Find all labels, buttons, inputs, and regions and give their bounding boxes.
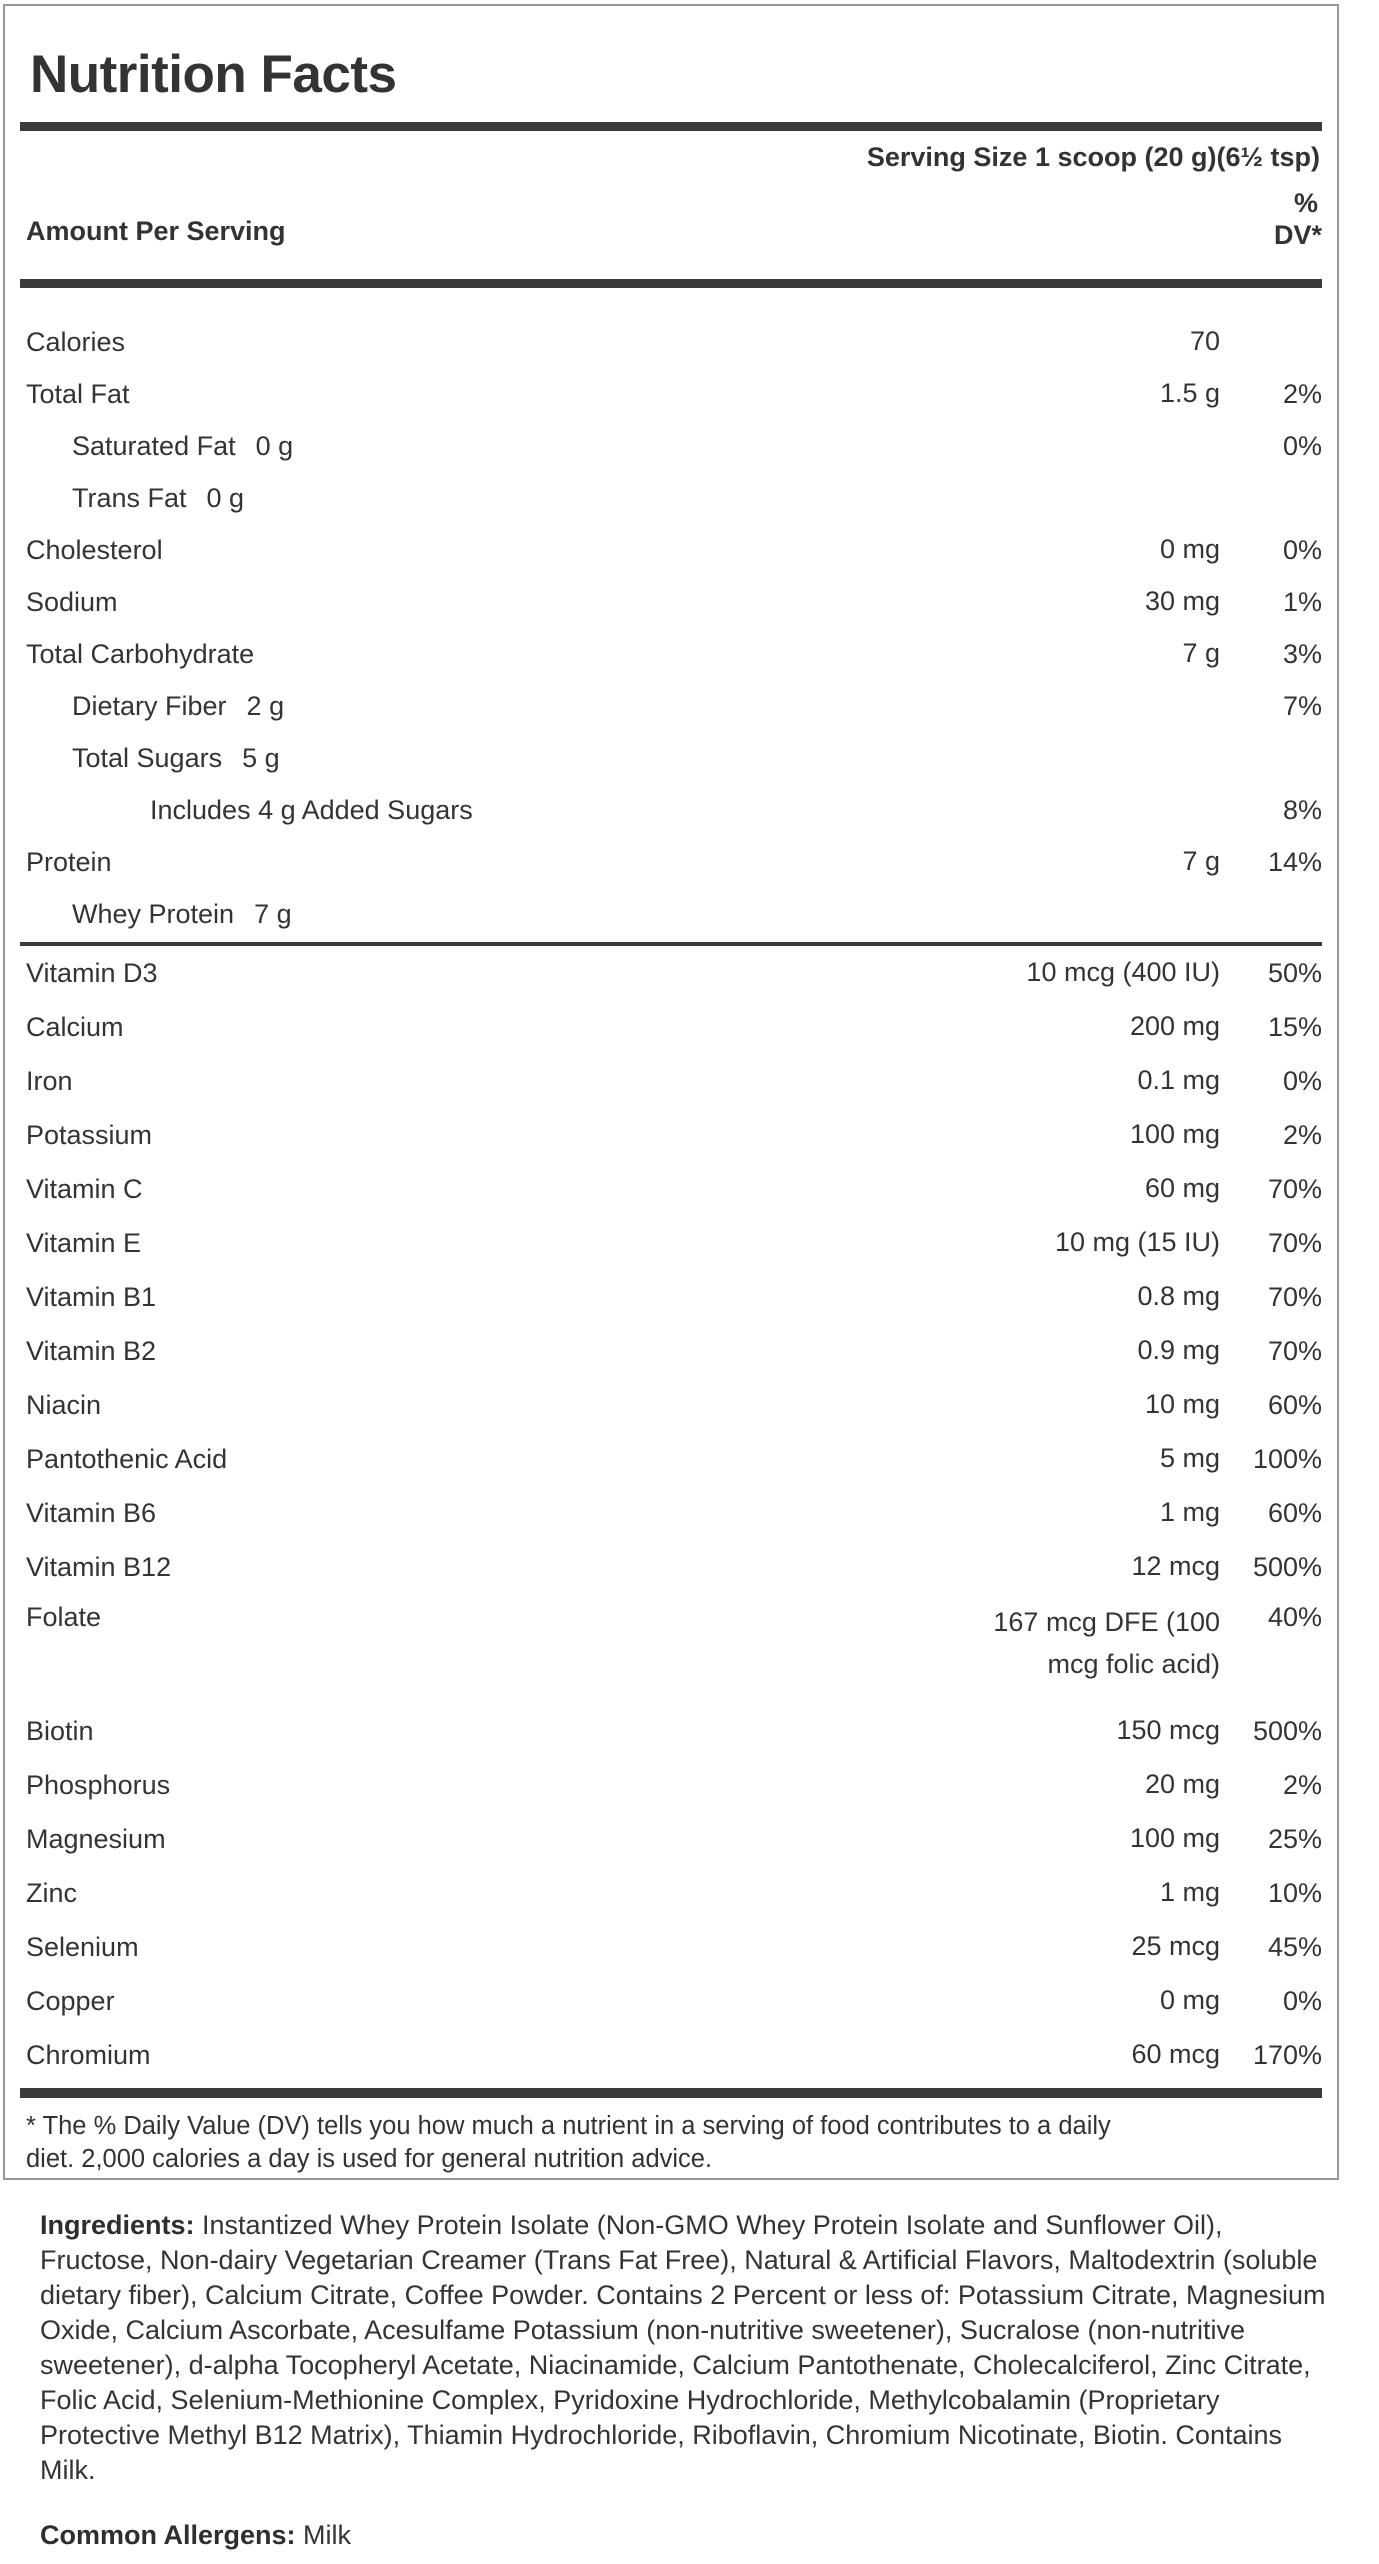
nutrient-amount: 30 mg <box>1144 586 1220 617</box>
nutrient-name: Folate <box>26 1602 102 1633</box>
ingredients-label: Ingredients: <box>40 2210 195 2241</box>
nutrient-amount: 5 mg <box>1159 1443 1220 1474</box>
nutrient-amount: 12 mcg <box>1131 1551 1220 1582</box>
nutrient-name: Phosphorus <box>26 1769 171 1800</box>
nutrient-row <box>20 1054 1322 1108</box>
nutrient-name: Total Sugars <box>72 742 223 773</box>
macro-rows <box>20 316 1322 940</box>
nutrient-name: Vitamin B1 <box>26 1281 157 1312</box>
allergens-value: Milk <box>295 2520 352 2551</box>
nutrient-row <box>20 1594 1322 1704</box>
nutrient-name: Selenium <box>26 1931 139 1962</box>
ingredients-paragraph <box>40 2208 1335 2488</box>
nutrient-row <box>20 1270 1322 1324</box>
nutrient-amount: 1 mg <box>1159 1877 1220 1908</box>
daily-value-header <box>1274 187 1322 251</box>
nutrient-name: Pantothenic Acid <box>26 1443 228 1474</box>
nutrient-inline-amount: 7 g <box>254 898 292 929</box>
nutrient-name: Iron <box>26 1065 73 1096</box>
nutrient-row <box>20 1162 1322 1216</box>
nutrient-row <box>20 2028 1322 2082</box>
nutrient-daily-value: 0% <box>1282 534 1322 565</box>
nutrient-name: Vitamin B2 <box>26 1335 157 1366</box>
nutrient-amount: 1 mg <box>1159 1497 1220 1528</box>
dv-footnote-line1: * The % Daily Value (DV) tells you how much a nutrient in a serving of food contributes to a daily <box>26 2112 1111 2141</box>
nutrient-row <box>20 472 1322 524</box>
nutrient-amount: 0 mg <box>1159 534 1220 565</box>
nutrient-row <box>20 420 1322 472</box>
nutrient-name: Whey Protein <box>72 898 235 929</box>
nutrient-daily-value: 25% <box>1267 1823 1322 1854</box>
ingredients-text: Instantized Whey Protein Isolate (Non-GMO Whey Protein Isolate and Sunflower Oil), Fructose, Non-dairy Vegetarian Creamer (Trans Fat Free), Natural & Artificial Flavors, Maltodextrin (soluble dietary fiber), Calcium Citrate, Coffee Powder. Contains 2 Percent or less of: Potassium Citrate, Magnesium Oxide, Calcium Ascorbate, Acesulfame Potassium (non-nutritive sweetener), Sucralose (non-nutritive sweetener), d-alpha Tocopheryl Acetate, Niacinamide, Calcium Pantothenate, Cholecalciferol, Zinc Citrate, Folic Acid, Selenium-Methionine Complex, Pyridoxine Hydrochloride, Methylcobalamin (Proprietary Protective Methyl B12 Matrix), Thiamin Hydrochloride, Riboflavin, Chromium Nicotinate, Biotin. Contains Milk. <box>40 2210 1326 2486</box>
nutrient-amount: 7 g <box>1182 638 1220 669</box>
daily-value-header-dv: DV* <box>1273 220 1322 251</box>
nutrient-daily-value: 7% <box>1282 690 1322 721</box>
nutrient-amount: 0.9 mg <box>1137 1335 1220 1366</box>
nutrient-amount: 20 mg <box>1144 1769 1220 1800</box>
nutrient-amount: 0.8 mg <box>1137 1281 1220 1312</box>
nutrient-daily-value: 2% <box>1282 378 1322 409</box>
nutrient-row <box>20 1758 1322 1812</box>
nutrient-row <box>20 1324 1322 1378</box>
nutrient-name: Biotin <box>26 1715 94 1746</box>
nutrient-inline-amount: 2 g <box>246 690 285 721</box>
nutrient-inline-amount: 5 g <box>242 742 280 773</box>
nutrient-daily-value: 170% <box>1252 2039 1322 2070</box>
amount-per-serving-header: Amount Per Serving <box>26 216 286 247</box>
nutrient-amount: 100 mg <box>1129 1119 1220 1150</box>
nutrient-amount: 60 mg <box>1144 1173 1220 1204</box>
nutrient-row <box>20 732 1322 784</box>
nutrient-row <box>20 1432 1322 1486</box>
nutrient-row <box>20 524 1322 576</box>
nutrient-row <box>20 1000 1322 1054</box>
nutrient-amount: 60 mcg <box>1131 2039 1220 2070</box>
nutrient-daily-value: 70% <box>1267 1281 1322 1312</box>
nutrition-label-page <box>0 4 1379 2564</box>
nutrient-daily-value: 14% <box>1267 846 1322 877</box>
nutrient-row <box>20 946 1322 1000</box>
nutrient-daily-value: 45% <box>1267 1931 1322 1962</box>
nutrient-daily-value: 60% <box>1267 1389 1322 1420</box>
nutrient-name: Trans Fat <box>72 482 187 513</box>
nutrient-daily-value: 500% <box>1252 1551 1322 1582</box>
nutrient-name: Calcium <box>26 1011 124 1042</box>
nutrient-daily-value: 10% <box>1267 1877 1322 1908</box>
nutrient-daily-value: 0% <box>1282 1985 1322 2016</box>
nutrition-facts-panel <box>3 4 1339 2180</box>
nutrient-row <box>20 1216 1322 1270</box>
nutrient-daily-value: 500% <box>1252 1715 1322 1746</box>
nutrient-daily-value: 70% <box>1267 1335 1322 1366</box>
nutrient-amount: 1.5 g <box>1159 378 1220 409</box>
nutrient-row <box>20 368 1322 420</box>
nutrient-row <box>20 680 1322 732</box>
nutrient-amount: 150 mcg <box>1116 1715 1220 1746</box>
nutrient-name: Vitamin B6 <box>26 1497 157 1528</box>
nutrient-row <box>20 1974 1322 2028</box>
nutrient-amount: 25 mcg <box>1131 1931 1220 1962</box>
nutrient-row <box>20 1866 1322 1920</box>
nutrient-daily-value: 0% <box>1282 430 1322 461</box>
nutrient-daily-value: 2% <box>1282 1769 1322 1800</box>
column-headers <box>20 187 1322 251</box>
nutrient-daily-value: 60% <box>1267 1497 1322 1528</box>
nutrient-amount: 10 mg <box>1144 1389 1220 1420</box>
nutrient-amount: 100 mg <box>1129 1823 1220 1854</box>
nutrient-name: Cholesterol <box>26 534 163 565</box>
nutrient-amount: 7 g <box>1182 846 1220 877</box>
nutrient-amount: 10 mcg (400 IU) <box>1026 957 1220 988</box>
panel-title: Nutrition Facts <box>30 45 397 104</box>
nutrient-name: Saturated Fat <box>72 430 236 461</box>
nutrient-name: Sodium <box>26 586 118 617</box>
nutrient-amount: 70 <box>1189 326 1220 357</box>
nutrient-amount: 10 mg (15 IU) <box>1054 1227 1220 1258</box>
micro-rows <box>20 946 1322 2082</box>
nutrient-name: Dietary Fiber <box>72 690 227 721</box>
nutrient-name: Potassium <box>26 1119 153 1150</box>
nutrient-row <box>20 1704 1322 1758</box>
nutrient-amount: 0 mg <box>1159 1985 1220 2016</box>
dv-footnote <box>26 2110 1322 2178</box>
nutrient-daily-value: 70% <box>1267 1227 1322 1258</box>
serving-size: Serving Size 1 scoop (20 g)(6½ tsp) <box>866 142 1320 173</box>
nutrient-daily-value: 50% <box>1267 957 1322 988</box>
nutrient-name: Protein <box>26 846 112 877</box>
nutrient-amount: 167 mcg DFE (100 mcg folic acid) <box>993 1607 1220 1679</box>
nutrient-daily-value: 1% <box>1282 586 1322 617</box>
nutrient-name: Total Carbohydrate <box>26 638 255 669</box>
divider-thick-bottom <box>20 2088 1322 2098</box>
nutrient-daily-value: 100% <box>1252 1443 1322 1474</box>
nutrient-daily-value: 0% <box>1282 1065 1322 1096</box>
nutrient-name: Vitamin E <box>26 1227 142 1258</box>
nutrient-daily-value: 70% <box>1267 1173 1322 1204</box>
divider-thick-top <box>20 122 1322 131</box>
nutrient-row <box>20 836 1322 888</box>
nutrient-name: Total Fat <box>26 378 130 409</box>
nutrient-name: Zinc <box>26 1877 78 1908</box>
divider-thick-header <box>20 279 1322 288</box>
nutrient-row <box>20 1486 1322 1540</box>
nutrient-daily-value: 3% <box>1282 638 1322 669</box>
allergens-line <box>40 2518 1335 2552</box>
nutrient-inline-amount: 0 g <box>255 430 294 461</box>
nutrient-daily-value: 15% <box>1267 1011 1322 1042</box>
daily-value-header-percent: % <box>1293 188 1318 219</box>
nutrient-daily-value: 40% <box>1267 1602 1322 1633</box>
nutrient-row <box>20 316 1322 368</box>
nutrient-row <box>20 1108 1322 1162</box>
nutrient-name: Chromium <box>26 2039 151 2070</box>
nutrient-row <box>20 576 1322 628</box>
nutrient-name: Magnesium <box>26 1823 166 1854</box>
dv-footnote-line2: diet. 2,000 calories a day is used for general nutrition advice. <box>26 2145 713 2174</box>
nutrient-name: Vitamin C <box>26 1173 143 1204</box>
nutrient-amount: 200 mg <box>1129 1011 1220 1042</box>
nutrient-name: Vitamin D3 <box>26 957 158 988</box>
nutrient-row <box>20 1920 1322 1974</box>
nutrient-name: Includes 4 g Added Sugars <box>150 794 473 825</box>
nutrient-row <box>20 1812 1322 1866</box>
allergens-label: Common Allergens: <box>40 2520 296 2551</box>
nutrient-name: Niacin <box>26 1389 102 1420</box>
nutrient-row <box>20 628 1322 680</box>
nutrient-name: Copper <box>26 1985 115 2016</box>
nutrient-row <box>20 1540 1322 1594</box>
nutrient-daily-value: 2% <box>1282 1119 1322 1150</box>
nutrient-inline-amount: 0 g <box>206 482 245 513</box>
nutrient-name: Vitamin B12 <box>26 1551 172 1582</box>
nutrient-row <box>20 1378 1322 1432</box>
nutrient-row <box>20 888 1322 940</box>
nutrient-name: Calories <box>26 326 126 357</box>
nutrient-amount: 0.1 mg <box>1137 1065 1220 1096</box>
nutrient-row <box>20 784 1322 836</box>
nutrient-daily-value: 8% <box>1282 794 1322 825</box>
